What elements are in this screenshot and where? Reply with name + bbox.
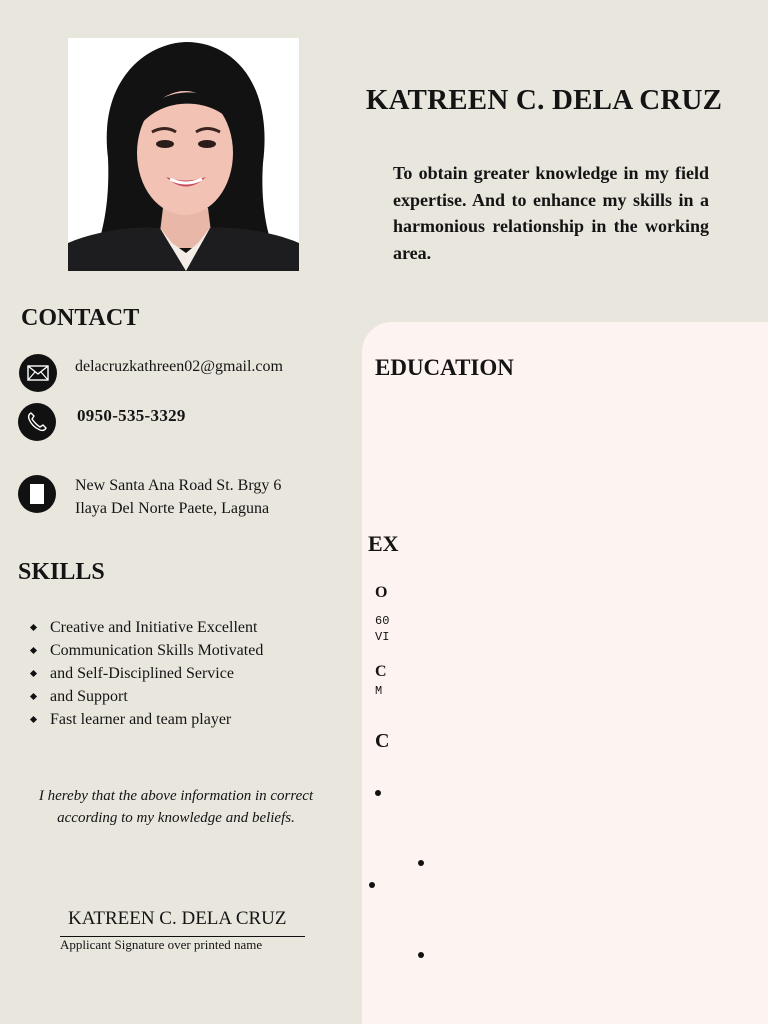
phone-number[interactable]: 0950-535-3329 [77,406,186,425]
experience-job-1: O [375,584,388,601]
right-panel [362,322,768,1024]
skills-list [28,616,263,731]
home-address [75,474,281,520]
experience-job-2-address: M [375,684,383,698]
skills-heading: SKILLS [18,559,105,585]
declaration-text: I hereby that the above information in correct according to my knowledge and beliefs. [38,788,314,826]
portrait-image [68,38,299,271]
skill-item: and Self-Disciplined Service [28,662,263,685]
education-heading: EDUCATION [375,355,514,380]
skill-item: and Support [28,685,263,708]
experience-job-1-address [375,613,388,645]
skill-item: Fast learner and team player [28,708,263,731]
objective-text: To obtain greater knowledge in my field expertise. And to enhance my skills in a harmonious relationship in the working area. [393,163,709,263]
applicant-name: KATREEN C. DELA CRUZ [365,84,723,116]
address-line-1: New Santa Ana Road St. Brgy 6 [75,477,282,494]
other-heading: C [375,730,390,752]
email-address[interactable]: delacruzkathreen02@gmail.com [75,358,283,375]
address-line-2: Ilaya Del Norte Paete, Laguna [75,500,270,517]
experience-job-1-address-line-1: 60 [375,614,390,628]
contact-heading: CONTACT [21,305,140,331]
experience-heading: EX [368,531,399,556]
address-icon [18,475,56,513]
signature-caption: Applicant Signature over printed name [60,937,263,952]
phone-icon [18,403,56,441]
experience-job-1-address-line-2: VI [375,630,390,644]
signature-name: KATREEN C. DELA CRUZ [68,908,287,929]
bullet-dot [369,882,375,888]
experience-job-2: C [375,663,387,680]
bullet-dot [418,952,424,958]
email-icon [19,354,57,392]
bullet-dot [418,860,424,866]
bullet-dot [375,790,381,796]
profile-photo [68,38,299,271]
skill-item: Communication Skills Motivated [28,639,263,662]
skill-item: Creative and Initiative Excellent [28,616,263,639]
